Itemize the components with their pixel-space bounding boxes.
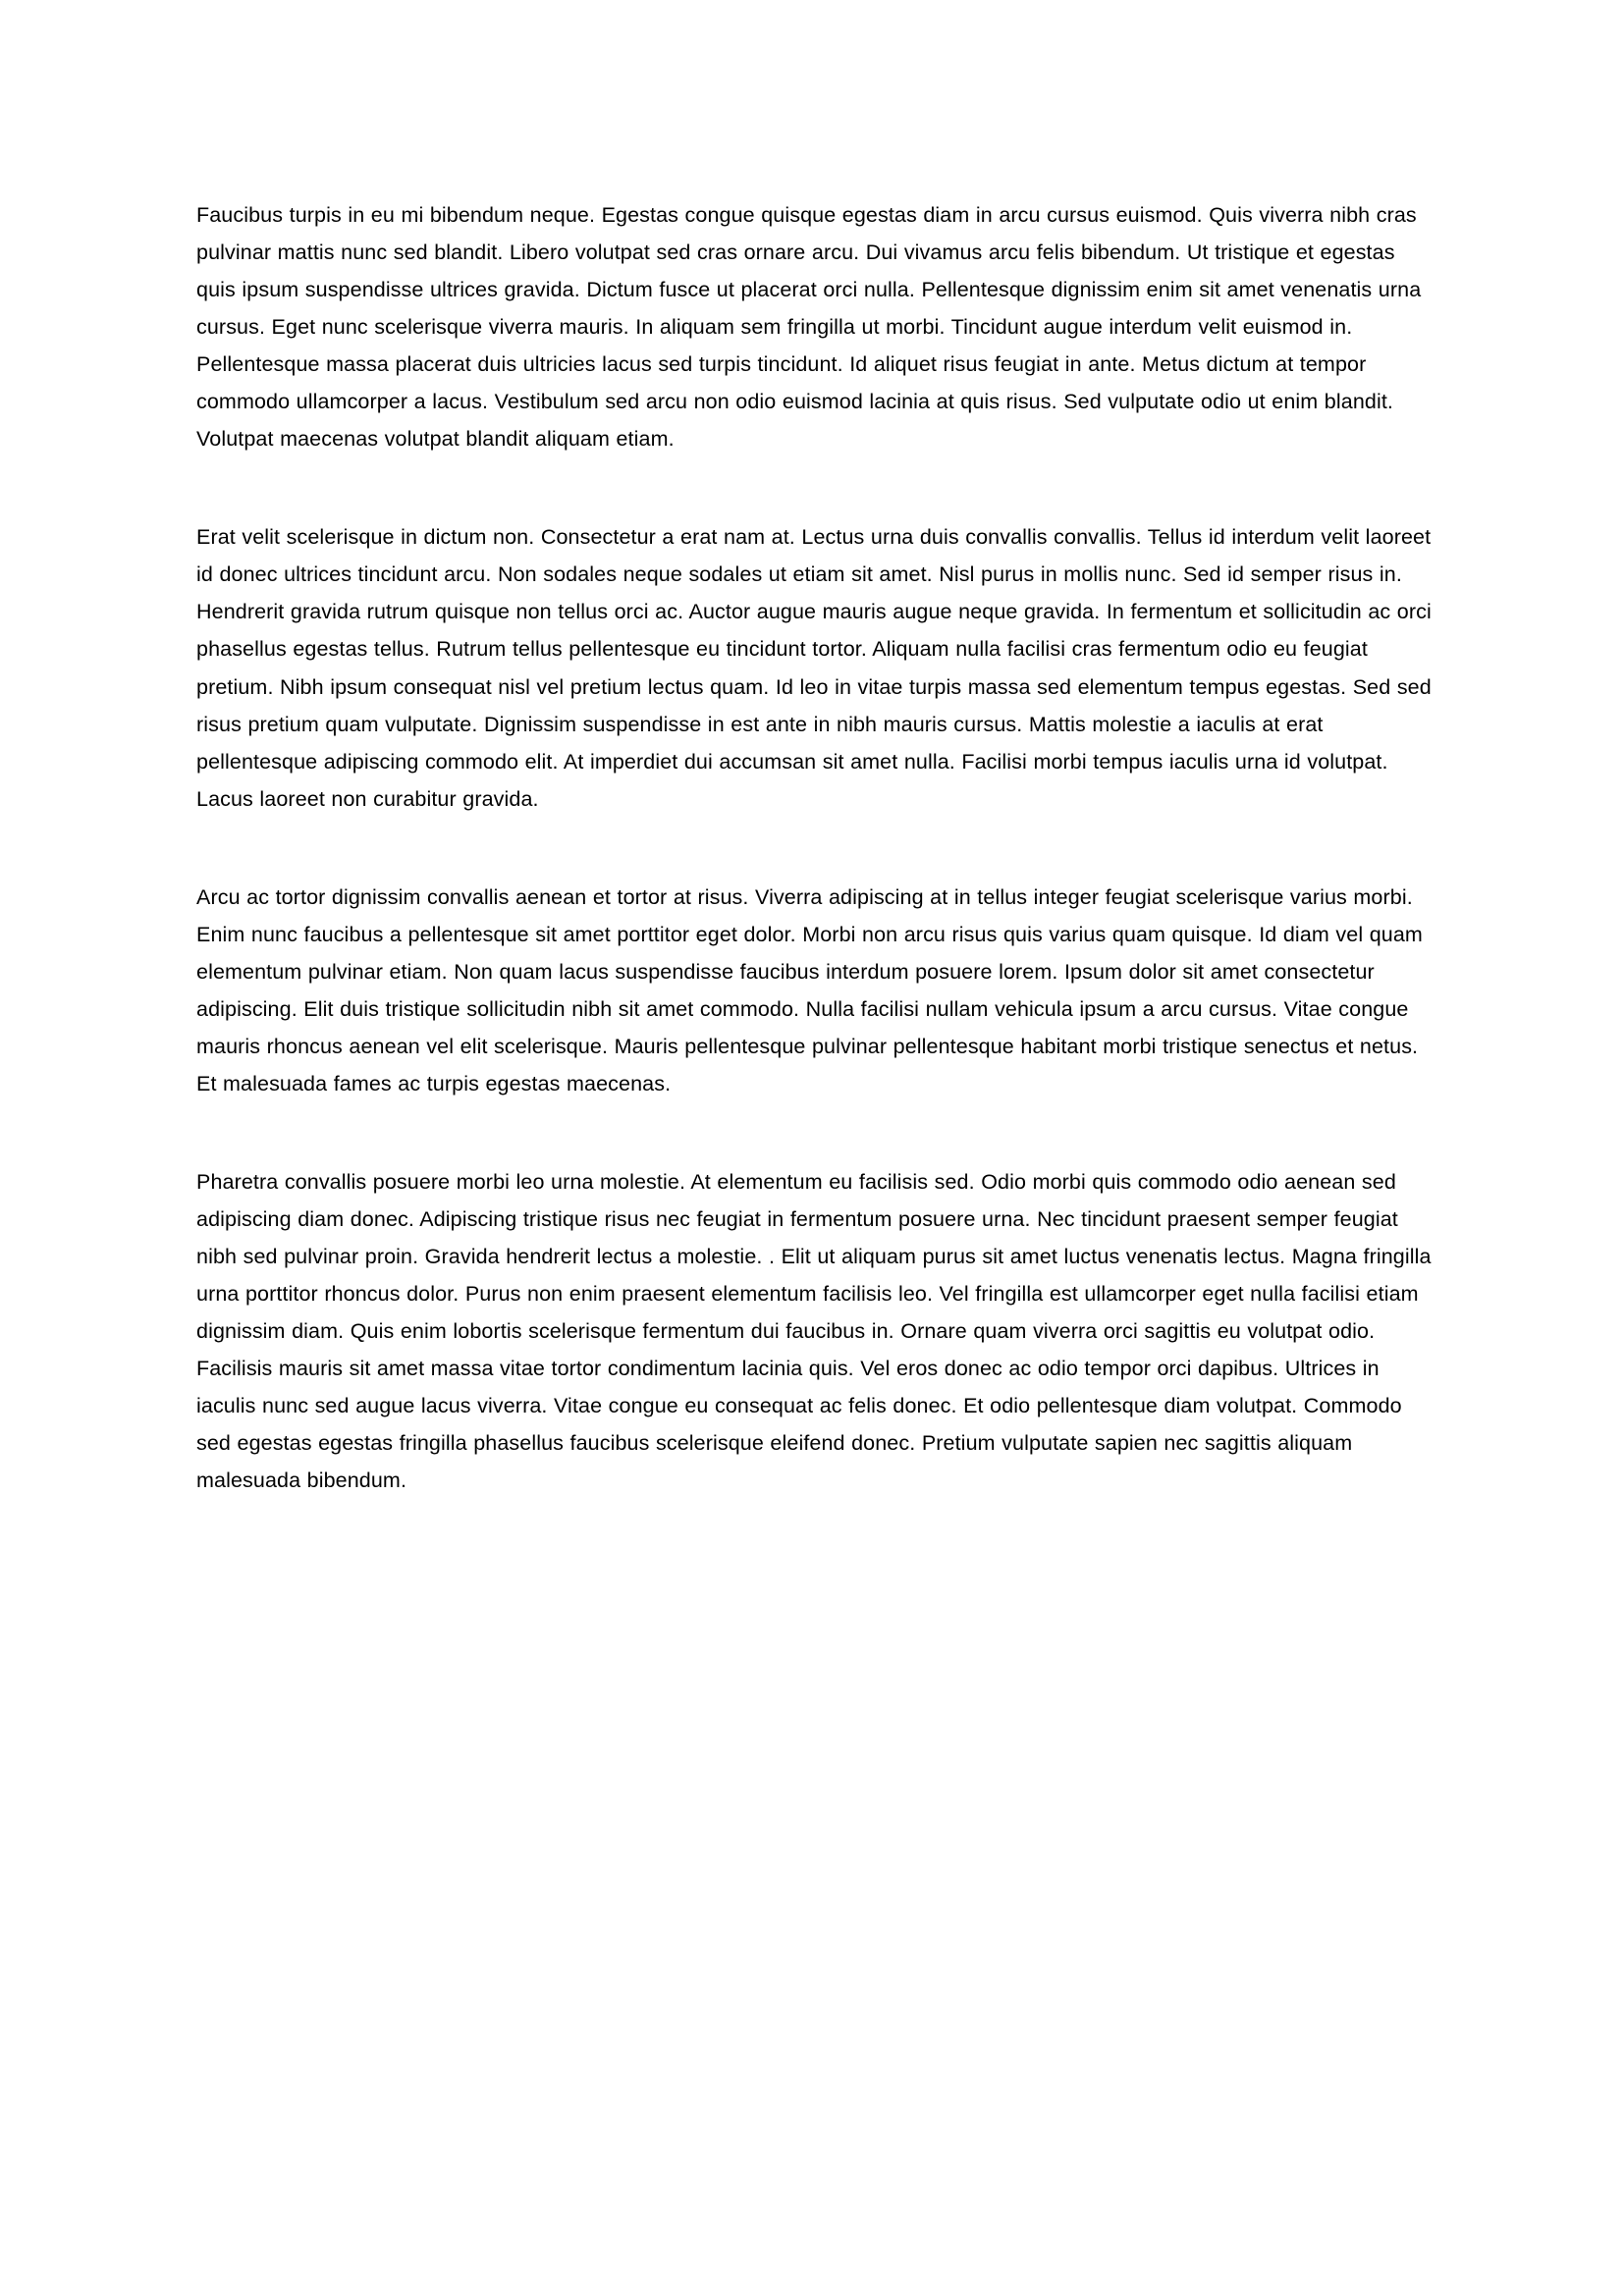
paragraph: Arcu ac tortor dignissim convallis aenean et tortor at risus. Viverra adipiscing at in tellus integer feugiat scelerisque varius morbi. Enim nunc faucibus a pellentesque sit amet porttitor eget dolor. Morbi non arcu risus quis varius quam quisque. Id diam vel quam elementum pulvinar etiam. Non quam lacus suspendisse faucibus interdum posuere lorem. Ipsum dolor sit amet consectetur adipiscing. Elit duis tristique sollicitudin nibh sit amet commodo. Nulla facilisi nullam vehicula ipsum a arcu cursus. Vitae congue mauris rhoncus aenean vel elit scelerisque. Mauris pellentesque pulvinar pellentesque habitant morbi tristique senectus et netus. Et malesuada fames ac turpis egestas maecenas. — [196, 884, 1423, 1095]
paragraph: Erat velit scelerisque in dictum non. Consectetur a erat nam at. Lectus urna duis convallis convallis. Tellus id interdum velit laoreet id donec ultrices tincidunt arcu. Non sodales neque sodales ut etiam sit amet. Nisl purus in mollis nunc. Sed id semper risus in. Hendrerit gravida rutrum quisque non tellus orci ac. Auctor augue mauris augue neque gravida. In fermentum et sollicitudin ac orci phasellus egestas tellus. Rutrum tellus pellentesque eu tincidunt tortor. Aliquam nulla facilisi cras fermentum odio eu feugiat pretium. Nibh ipsum consequat nisl vel pretium lectus quam. Id leo in vitae turpis massa sed elementum tempus egestas. Sed sed risus pretium quam vulputate. Dignissim suspendisse in est ante in nibh mauris cursus. Mattis molestie a iaculis at erat pellentesque adipiscing commodo elit. At imperdiet dui accumsan sit amet nulla. Facilisi morbi tempus iaculis urna id volutpat. Lacus laoreet non curabitur gravida. — [196, 525, 1432, 811]
paragraph: Faucibus turpis in eu mi bibendum neque. Egestas congue quisque egestas diam in arcu cursus euismod. Quis viverra nibh cras pulvinar mattis nunc sed blandit. Libero volutpat sed cras ornare arcu. Dui vivamus arcu felis bibendum. Ut tristique et egestas quis ipsum suspendisse ultrices gravida. Dictum fusce ut placerat orci nulla. Pellentesque dignissim enim sit amet venenatis urna cursus. Eget nunc scelerisque viverra mauris. In aliquam sem fringilla ut morbi. Tincidunt augue interdum velit euismod in. Pellentesque massa placerat duis ultricies lacus sed turpis tincidunt. Id aliquet risus feugiat in ante. Metus dictum at tempor commodo ullamcorper a lacus. Vestibulum sed arcu non odio euismod lacinia at quis risus. Sed vulputate odio ut enim blandit. Volutpat maecenas volutpat blandit aliquam etiam. — [196, 203, 1422, 452]
paragraph: Pharetra convallis posuere morbi leo urna molestie. At elementum eu facilisis sed. Odio morbi quis commodo odio aenean sed adipiscing diam donec. Adipiscing tristique risus nec feugiat in fermentum posuere urna. Nec tincidunt praesent semper feugiat nibh sed pulvinar proin. Gravida hendrerit lectus a molestie. . Elit ut aliquam purus sit amet luctus venenatis lectus. Magna fringilla urna porttitor rhoncus dolor. Purus non enim praesent elementum facilisis leo. Vel fringilla est ullamcorper eget nulla facilisi etiam dignissim diam. Quis enim lobortis scelerisque fermentum dui faucibus in. Ornare quam viverra orci sagittis eu volutpat odio. Facilisis mauris sit amet massa vitae tortor condimentum lacinia quis. Vel eros donec ac odio tempor orci dapibus. Ultrices in iaculis nunc sed augue lacus viverra. Vitae congue eu consequat ac felis donec. Et odio pellentesque diam volutpat. Commodo sed egestas egestas fringilla phasellus faucibus scelerisque eleifend donec. Pretium vulputate sapien nec sagittis aliquam malesuada bibendum. — [196, 1169, 1432, 1493]
document-body — [196, 196, 1432, 1499]
